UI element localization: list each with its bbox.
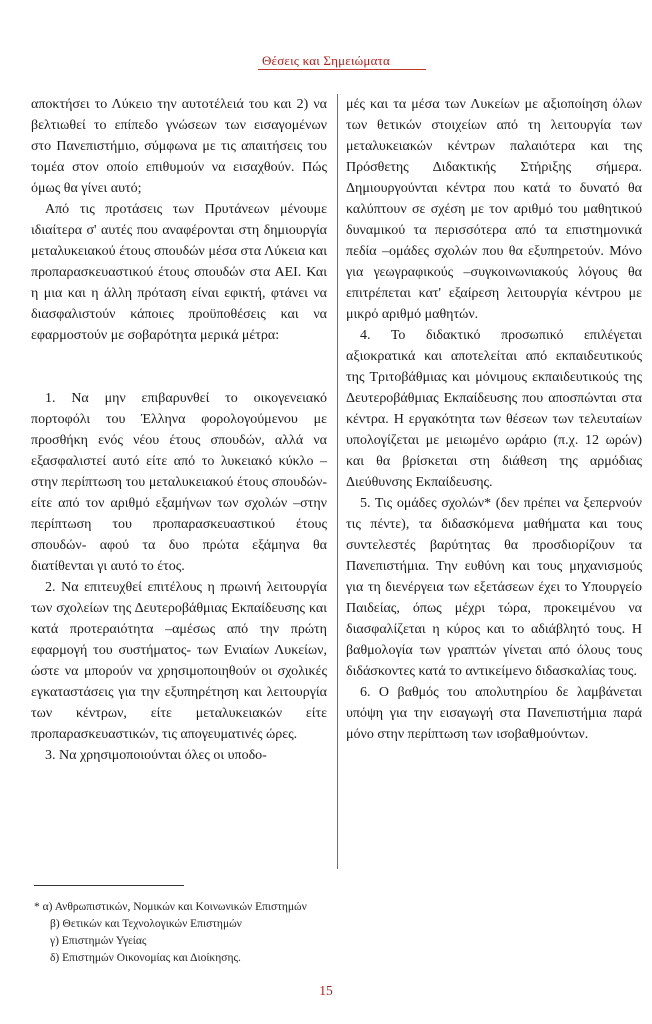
footnote-rule	[34, 885, 184, 886]
running-header	[0, 52, 652, 70]
list-item-6: 6. Ο βαθμός του απολυτηρίου δε λαμβάνεται υπόψη για την εισαγωγή στα Πανεπιστήμια παρά μόνο στην περίπτωση των ισοβαθμούντων.	[346, 685, 642, 742]
footnote-a: * α) Ανθρωπιστικών, Νομικών και Κοινωνικών Επιστημών	[34, 901, 307, 913]
list-item-2: 2. Να επιτευχθεί επιτέλους η πρωινή λειτουργία των σχολείων της Δευτεροβάθμιας Εκπαίδευσης και κατά προτεραιότητα –αμέσως από την πρώτη εφαρμογή του συστήματος- των Ενιαίων Λυκείων, ώστε να μπορούν να χρησιμοποιηθούν οι σχολικές εγκαταστάσεις για την εξυπηρέτηση και λειτουργία των κέντρων, είτε μεταλυκειακών είτε προπαρασκευαστικών, τις απογευματινές ώρες.	[31, 580, 327, 742]
footnote-b: β) Θετικών και Τεχνολογικών Επιστημών	[50, 918, 242, 930]
footnote-d: δ) Επιστημών Οικονομίας και Διοίκησης.	[50, 952, 241, 964]
right-paragraph-1: μές και τα μέσα των Λυκείων με αξιοποίηση όλων των θετικών στοιχείων από τη λειτουργία των μεταλυκειακών κέντρων παλαιότερα και της Πρόσθετης Διδακτικής Στήριξης σήμερα. Δημιουργούνται κέντρα που κατά το δυνατό θα καλύπτουν σε σχέση με τον αριθμό του μαθητικού δυναμικού τα περισσότερα από τα επιστημονικά πεδία –ομάδες σχολών που θα εξυπηρετούν. Μόνο για γεωγραφικούς –συγκοινωνιακούς λόγους θα επιτρέπεται κατ' εξαίρεση λειτουργία κέντρου με μικρό αριθμό μαθητών.	[346, 97, 642, 322]
paragraph-spacer	[31, 346, 327, 388]
left-column	[31, 94, 327, 766]
left-paragraph-2: Από τις προτάσεις των Πρυτάνεων μένουμε ιδιαίτερα σ' αυτές που αναφέρονται στη δημιουργία μεταλυκειακού έτους σπουδών μέσα στα Λύκεια και προπαρασκευαστικού έτους σπουδών στα ΑΕΙ. Και η μια και η άλλη πρόταση είναι εφικτή, φτάνει να διασφαλιστούν κάποιες προϋποθέσεις και να εφαρμοστούν με σοβαρότητα μερικά μέτρα:	[31, 202, 327, 343]
header-underline	[258, 69, 426, 70]
left-paragraph-1: αποκτήσει το Λύκειο την αυτοτέλειά του και 2) να βελτιωθεί το επίπεδο γνώσεων των εισαγομένων στο Πανεπιστήμιο, σύμφωνα με τις απαιτήσεις του τομέα στον οποίο επιθυμούν να εισαχθούν. Πώς όμως θα γίνει αυτό;	[31, 97, 327, 196]
list-item-5: 5. Τις ομάδες σχολών* (δεν πρέπει να ξεπερνούν τις πέντε), τα διδασκόμενα μαθήματα και τους συντελεστές βαρύτητας θα προσδιορίζουν τα Πανεπιστήμια. Την ευθύνη και τους μηχανισμούς για τη διενέργεια των εξετάσεων έχει το Υπουργείο Παιδείας, όπως μέχρι τώρα, προκειμένου να διασφαλίζεται η κύρος και το αδιάβλητό τους. Η βαθμολογία των γραπτών γίνεται από όλους τους διδάσκοντες κατά το αντικείμενο διδασκαλίας τους.	[346, 496, 642, 679]
right-column	[346, 94, 642, 745]
column-divider	[337, 94, 338, 869]
list-item-4: 4. Το διδακτικό προσωπικό επιλέγεται αξιοκρατικά και αποτελείται από εκπαιδευτικούς της Τριτοβάθμιας και μόνιμους εκπαιδευτικούς της Δευτεροβάθμιας Εκπαίδευσης που αποσπώνται στα κέντρα. Η εργακότητα των θέσεων των τελευταίων υπολογίζεται με μειωμένο ωράριο (π.χ. 12 ωρών) και θα βρίσκεται στη διάθεση της αρμόδιας Διεύθυνσης Εκπαίδευσης.	[346, 328, 642, 490]
footnote-c: γ) Επιστημών Υγείας	[50, 935, 147, 947]
list-item-1: 1. Να μην επιβαρυνθεί το οικογενειακό πορτοφόλι του Έλληνα φορολογούμενου με προσθήκη ενός νέου έτους σπουδών, αλλά να εξασφαλιστεί αυτό είτε από το λυκειακό κύκλο –στην περίπτωση του μεταλυκειακού έτους σπουδών- είτε από τον αριθμό εξαμήνων των σχολών –στην περίπτωση του προπαρασκευαστικού έτους σπουδών- αφού τα δυο πρώτα εξάμηνα θα διατίθενται γι αυτό το έτος.	[31, 391, 327, 574]
list-item-3-start: 3. Να χρησιμοποιούνται όλες οι υποδο-	[45, 748, 267, 763]
footnotes	[34, 899, 634, 967]
header-title: Θέσεις και Σημειώματα	[261, 53, 391, 68]
page-number: 15	[319, 983, 333, 998]
